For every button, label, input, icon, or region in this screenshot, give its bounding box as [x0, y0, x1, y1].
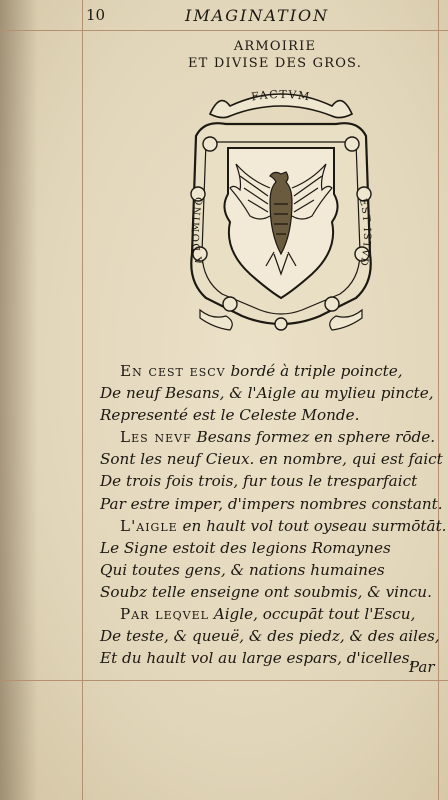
verse-line: [100, 537, 436, 559]
catchword: Par: [409, 658, 435, 676]
verse-line: [100, 647, 436, 669]
right-motto: EST ISTVD: [356, 197, 373, 268]
verse-line-text: Le Signe estoit des legions Romaynes: [100, 538, 391, 557]
verse-line-text: Par estre imper, d'impers nombres constant.: [100, 494, 443, 513]
title-line-2: ET DIVISE DES GROS.: [187, 56, 363, 71]
verse-line-text: De teste, & queuë, & des piedz, & des ailes,: [100, 627, 440, 646]
verse-line-lead: L'aigle: [120, 516, 178, 535]
verse-line-text: Qui toutes gens, & nations humaines: [100, 560, 385, 579]
verse-body: [100, 360, 447, 669]
verse-line-lead: Les nevf: [120, 428, 192, 447]
verse-line-text: Sont les neuf Cieux. en nombre, qui est faict: [100, 450, 443, 469]
margin-rule-bottom: [0, 680, 448, 681]
margin-rule-top: [0, 30, 448, 31]
verse-line-text: Representé est le Celeste Monde.: [100, 406, 360, 425]
verse-line-lead: Par leqvel: [120, 605, 209, 624]
verse-line: [100, 581, 436, 603]
verse-line: [100, 382, 436, 404]
page-number: 10: [86, 6, 106, 24]
verse-line: [100, 603, 436, 625]
verse-line: [100, 426, 436, 448]
verse-line: [100, 493, 443, 515]
verse-line: [100, 360, 436, 382]
verse-line-text: De trois fois trois, fur tous le tresparfaict: [100, 472, 418, 491]
verse-line-text: Besans formez en sphere rōde.: [191, 428, 436, 447]
section-title: [150, 38, 400, 72]
verse-line: [100, 404, 436, 426]
coat-of-arms-woodcut: [170, 84, 392, 332]
verse-line-text: bordé à triple poincte,: [225, 362, 403, 380]
verse-line-text: Aigle, occupāt tout l'Escu,: [208, 605, 416, 624]
left-motto: A DOMINO: [190, 195, 207, 266]
verse-line-text: De neuf Besans, & l'Aigle au mylieu pincte,: [100, 384, 434, 403]
verse-line: [100, 448, 443, 470]
verse-line: [100, 559, 436, 581]
verse-line: [100, 515, 447, 537]
running-head: IMAGINATION: [185, 6, 330, 25]
verse-line: [100, 625, 440, 647]
verse-line-text: en hault vol tout oyseau surmōtāt.: [177, 516, 447, 535]
verse-line-lead: En cest escv: [120, 362, 226, 380]
banner-motto: FACTVM: [250, 87, 312, 104]
title-line-1: ARMOIRIE: [233, 39, 317, 54]
verse-line-text: Et du hault vol au large espars, d'icelles,: [100, 649, 415, 668]
verse-line-text: Soubz telle enseigne ont soubmis, & vincu.: [100, 582, 432, 601]
verse-line: [100, 470, 436, 492]
